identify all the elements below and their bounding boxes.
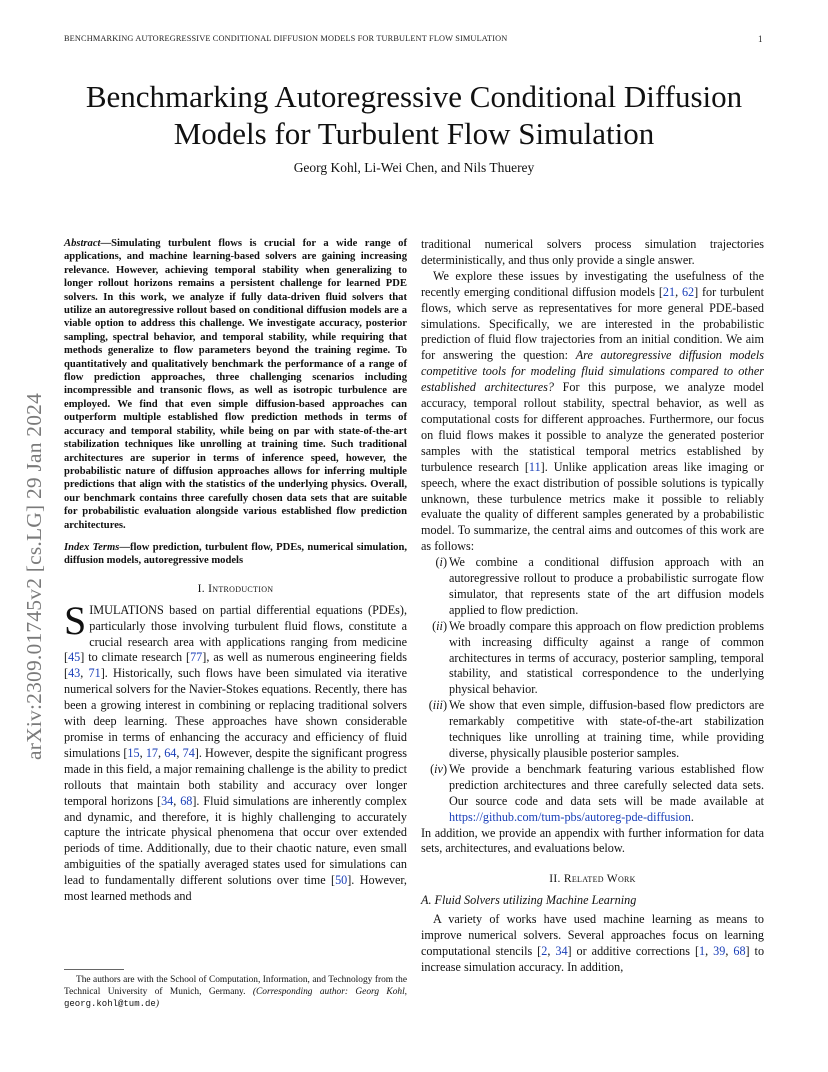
abstract — [64, 237, 407, 532]
citation-link[interactable]: 50 — [335, 873, 348, 888]
citation-link[interactable]: 68 — [733, 944, 746, 959]
section-heading-introduction — [64, 583, 407, 595]
footnote-corresponding: (Corresponding author: Georg Kohl, — [252, 986, 408, 997]
citation-link[interactable]: 15 — [127, 745, 140, 760]
section-numeral: II. — [549, 873, 564, 886]
index-terms-text: —flow prediction, turbulent flow, PDEs, numerical simulation, diffusion models, autoregressive models — [64, 541, 407, 567]
citation-link[interactable]: 77 — [190, 650, 203, 665]
citation-link[interactable]: 34 — [555, 944, 568, 959]
intro-paragraph-text: IMULATIONS based on partial differential equations (PDEs), particularly those involving turbulent fluid flows, constitute a crucial research area with applications ranging from medicine [45] to climate research [77], as well as numerous engineering fields [43, 71]. Historically, such flows have been simulated via iterative numerical solvers for the Navier-Stokes equations. Recently, there has been a growing interest in combining or replacing traditional solvers with deep learning. These approaches have shown considerable promise in terms of enhancing the accuracy and efficiency of fluid simulations [15, 17, 64, 74]. However, despite the significant progress made in this field, a major remaining challenge is the ability to predict rollouts that maintain both stability and accuracy over longer temporal horizons [34, 68]. Fluid simulations are inherently complex and dynamic, and therefore, it is highly challenging to accurately capture the intricate physical phenomena that occur over extended periods of time. Additionally, due to their chaotic nature, even small ambiguities of the spatially averaged states used for simulations can lead to fundamentally different solutions over time [50]. However, most learned methods and — [64, 602, 408, 904]
contribution-item: (iii) We show that even simple, diffusion-based flow predictors are remarkably competitive with state-of-the-art stabilization techniques like unrolling at training time, while providing diverse, physically plausible posterior samples. — [421, 698, 764, 762]
citation-link[interactable]: 74 — [182, 745, 195, 760]
section-title: Introduction — [208, 582, 274, 595]
citation-link[interactable]: 71 — [88, 666, 101, 681]
arxiv-identifier-stamp[interactable]: arXiv:2309.01745v2 [cs.LG] 29 Jan 2024 — [22, 392, 46, 760]
index-terms — [64, 541, 407, 568]
footnote-rule — [64, 969, 124, 970]
intro-paragraph — [64, 597, 408, 905]
subsection-heading: A. Fluid Solvers utilizing Machine Learning — [421, 893, 637, 908]
research-question: Are autoregressive diffusion models competitive tools for modeling fluid simulations compared to other established architectures? — [421, 348, 765, 395]
citation-link[interactable]: 2 — [541, 944, 548, 959]
contribution-list — [421, 555, 764, 825]
contribution-item: (iv) We provide a benchmark featuring various established flow prediction architectures and three carefully selected data sets. Our source code and data sets will be made available at https://github.com/tum-pbs/autoreg-pde-diffusion. — [421, 762, 764, 826]
right-paragraph-continued: traditional numerical solvers process simulation trajectories deterministically, and thus only provide a single answer. — [421, 237, 764, 267]
related-work-paragraph: A variety of works have used machine learning as means to improve numerical solvers. Several approaches focus on learning computational stencils [2, 34] or additive corrections [1, 39, 68] to increase simulation accuracy. In addition, — [421, 912, 765, 974]
citation-link[interactable]: 68 — [180, 793, 193, 808]
drop-cap: S — [64, 597, 87, 643]
running-head: BENCHMARKING AUTOREGRESSIVE CONDITIONAL DIFFUSION MODELS FOR TURBULENT FLOW SIMULATION — [64, 34, 508, 43]
aims-paragraph: We explore these issues by investigating the usefulness of the recently emerging conditional diffusion models [21, 62] for turbulent flows, which serve as representatives for more general PDE-based simulations. Specifically, we are interested in the probabilistic prediction of fluid flow trajectories from an initial condition. We aim for answering the question: Are autoregressive diffusion models competitive tools for modeling fluid simulations compared to other established architectures? For this purpose, we analyze model accuracy, temporal rollout stability, spectral behavior, as well as computational costs for different approaches. Furthermore, our focus on fluid flows makes it possible to analyze the generated posterior samples with the statistical temporal metrics established by turbulence research [11]. Unlike application areas like imaging or speech, where the exact distribution of possible solutions is typically unknown, these turbulence metrics make it possible to reliably evaluate the quality of different samples generated by a probabilistic model. To summarize, the central aims and outcomes of this work are as follows: — [421, 268, 765, 554]
paper-title — [40, 78, 788, 152]
contribution-item: (ii) We broadly compare this approach on flow prediction problems with increasing difficulty against a range of common architectures in terms of accuracy, posterior sampling, temporal stability, and statistical correspondence to the underlying physical behavior. — [421, 619, 764, 699]
author-email[interactable]: georg.kohl@tum.de — [64, 998, 156, 1009]
citation-link[interactable]: 17 — [145, 745, 158, 760]
right-column — [421, 237, 764, 976]
section-numeral: I. — [197, 582, 209, 595]
citation-link[interactable]: 21 — [662, 284, 676, 299]
citation-link[interactable]: 39 — [713, 944, 726, 959]
page-number: 1 — [758, 34, 763, 44]
index-terms-label: Index Terms — [64, 541, 120, 553]
abstract-label: Abstract — [64, 238, 101, 249]
contribution-item: (i) We combine a conditional diffusion approach with an autoregressive rollout to produce a probabilistic surrogate flow simulator, that represents state of the art diffusion models applied to flow prediction. — [421, 555, 764, 619]
citation-link[interactable]: 34 — [161, 793, 174, 808]
citation-link[interactable]: 1 — [699, 944, 706, 959]
contribution-number: (i) — [435, 555, 447, 570]
citation-link[interactable]: 62 — [681, 284, 695, 299]
citation-link[interactable]: 11 — [528, 459, 541, 474]
author-list: Georg Kohl, Li-Wei Chen, and Nils Thuerey — [293, 160, 535, 175]
title-line-1: Benchmarking Autoregressive Conditional Diffusion — [85, 79, 743, 114]
repository-link[interactable]: https://github.com/tum-pbs/autoreg-pde-diffusion — [449, 809, 691, 824]
left-column — [64, 237, 407, 905]
contribution-number: (iii) — [428, 698, 447, 713]
footnote-text: The authors are with the School of Computation, Information, and Technology from the Technical University of Munich, Germany. — [64, 975, 407, 997]
section-title: Related Work — [563, 873, 636, 886]
abstract-text: —Simulating turbulent flows is crucial for a wide range of applications, and machine learning-based solvers are gaining increasing relevance. However, achieving temporal stability when generalizing to longer rollout horizons remains a persistent challenge for learned PDE solvers. In this work, we analyze if fully data-driven fluid solvers that utilize an autoregressive rollout based on conditional diffusion models are a viable option to address this challenge. We investigate accuracy, posterior sampling, spectral behavior, and temporal stability, while requiring that methods generalize to flow parameters beyond the training regime. To quantitatively and qualitatively benchmark the performance of a range of flow prediction approaches, three challenging scenarios including incompressible and transonic flows, as well as isotropic turbulence are employed. We find that even simple diffusion-based approaches can outperform multiple established flow prediction methods in terms of accuracy and temporal stability, while being on par with state-of-the-art stabilization techniques like unrolling at training time. Such traditional architectures are superior in terms of inference speed, however, the probabilistic nature of diffusion approaches allows for inferring multiple predictions that align with the statistics of the underlying physics. Overall, our benchmark contains three carefully chosen data sets that are suitable for probabilistic evaluation alongside various established flow prediction architectures. — [64, 238, 407, 531]
title-line-2: Models for Turbulent Flow Simulation — [173, 116, 655, 151]
citation-link[interactable]: 64 — [164, 745, 177, 760]
appendix-paragraph: In addition, we provide an appendix with further information for data sets, architectures, and evaluations below. — [421, 825, 764, 856]
section-heading-related-work — [421, 873, 764, 885]
footnote — [64, 975, 407, 1010]
contribution-number: (iv) — [430, 761, 447, 776]
citation-link[interactable]: 43 — [68, 666, 81, 681]
contribution-number: (ii) — [432, 618, 447, 633]
citation-link[interactable]: 45 — [68, 650, 81, 665]
footnote-close: ) — [155, 998, 159, 1009]
